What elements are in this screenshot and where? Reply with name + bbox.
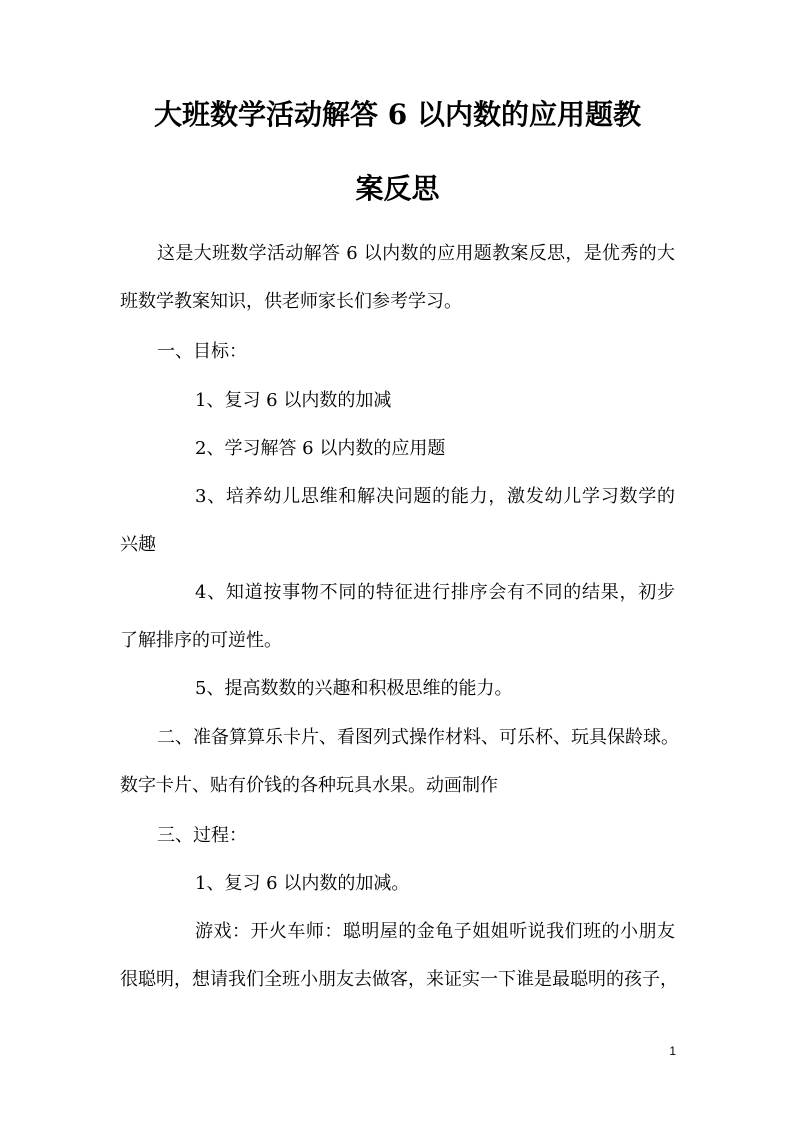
document-title-line-2: 案反思	[355, 172, 440, 205]
process-item-1: 1、复习 6 以内数的加减。	[195, 873, 410, 894]
process-game-line-2: 很聪明，想请我们全班小朋友去做客，来证实一下谁是最聪明的孩子，	[120, 969, 678, 990]
goal-item-3-line-1: 3、培养幼儿思维和解决问题的能力，激发幼儿学习数学的	[195, 486, 675, 507]
goal-item-5: 5、提高数数的兴趣和积极思维的能力。	[195, 678, 513, 699]
section-preparation-line-1: 二、准备算算乐卡片、看图列式操作材料、可乐杯、玩具保龄球。	[157, 727, 679, 748]
goal-item-4-line-1: 4、知道按事物不同的特征进行排序会有不同的结果，初步	[195, 582, 675, 603]
goal-item-4-line-2: 了解排序的可逆性。	[120, 630, 282, 651]
section-heading-goals: 一、目标：	[157, 341, 247, 362]
intro-line-1: 这是大班数学活动解答 6 以内数的应用题教案反思，是优秀的大	[157, 243, 675, 264]
section-heading-process: 三、过程：	[157, 825, 247, 846]
goal-item-3-line-2: 兴趣	[120, 534, 156, 555]
goal-item-1: 1、复习 6 以内数的加减	[195, 390, 392, 411]
page-number: 1	[669, 1044, 676, 1058]
goal-item-2: 2、学习解答 6 以内数的应用题	[195, 438, 446, 459]
section-preparation-line-2: 数字卡片、贴有价钱的各种玩具水果。动画制作	[120, 775, 498, 796]
process-game-line-1: 游戏：开火车师：聪明屋的金龟子姐姐听说我们班的小朋友	[195, 921, 675, 942]
document-title-line-1: 大班数学活动解答 6 以内数的应用题教	[154, 98, 641, 131]
intro-line-2: 班数学教案知识，供老师家长们参考学习。	[120, 291, 462, 312]
